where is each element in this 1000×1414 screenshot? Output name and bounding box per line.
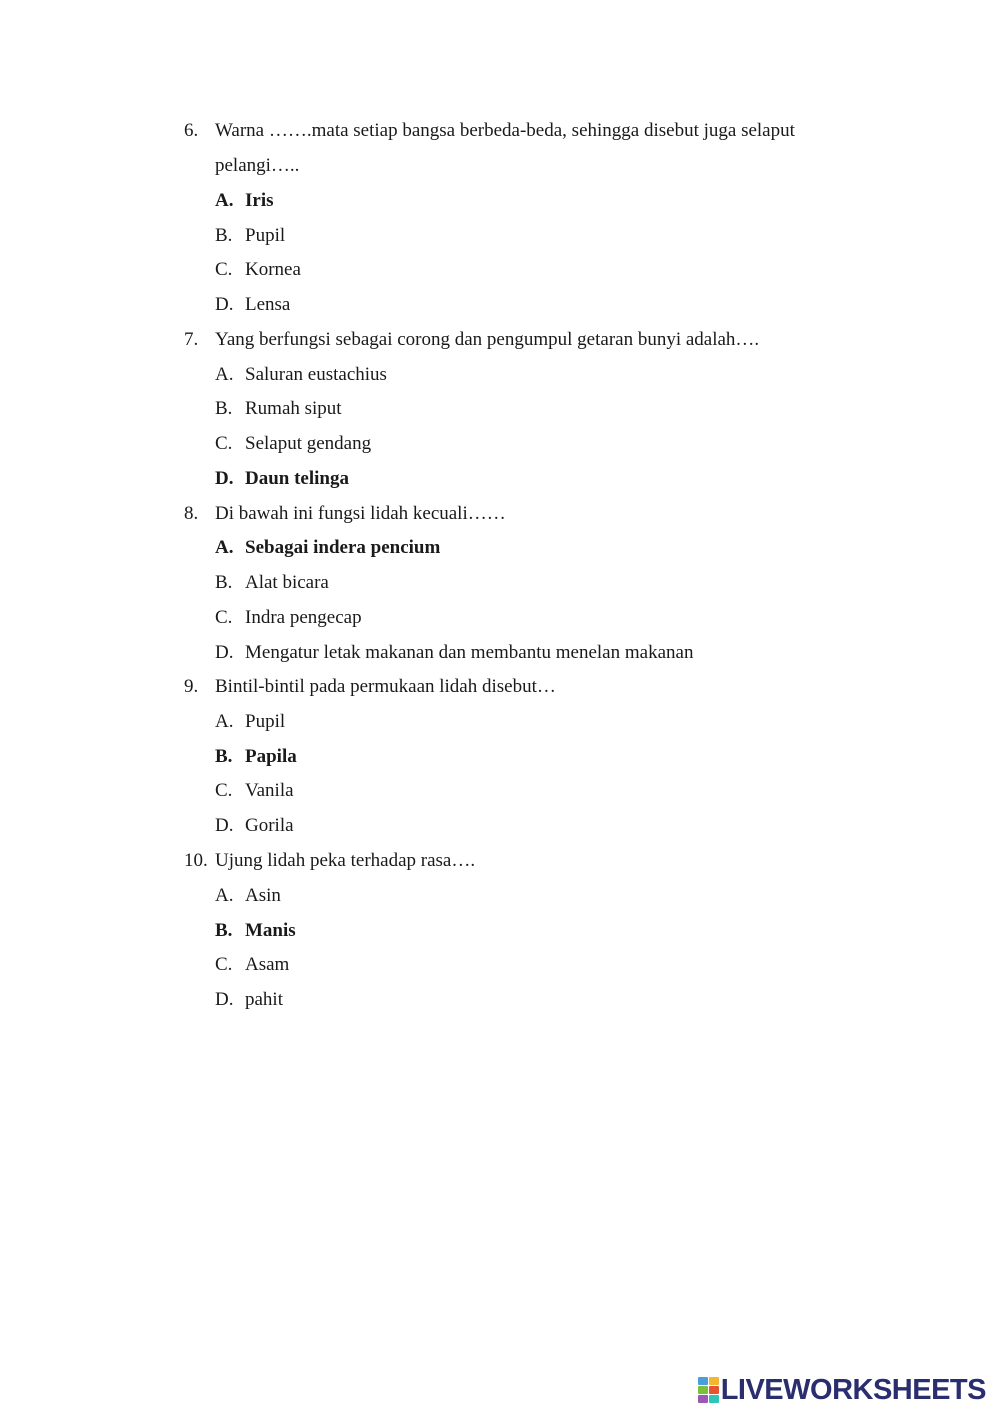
option-text: Iris (245, 190, 274, 211)
logo-tile (709, 1395, 719, 1403)
question-6-option-c[interactable] (215, 252, 301, 287)
question-number: 9. (184, 676, 199, 697)
question-10-option-b[interactable] (215, 913, 296, 948)
question-text: Yang berfungsi sebagai corong dan pengumpul getaran bunyi adalah…. (215, 329, 760, 350)
question-8-option-d[interactable] (215, 635, 693, 670)
option-text: Kornea (245, 259, 301, 280)
option-letter: C. (215, 433, 233, 454)
option-text: Asin (245, 885, 281, 906)
question-10-option-a[interactable] (215, 878, 281, 913)
option-letter: B. (215, 398, 233, 419)
option-letter: D. (215, 989, 234, 1010)
question-10-option-c[interactable] (215, 947, 289, 982)
logo-tile (698, 1386, 708, 1394)
question-text: Bintil-bintil pada permukaan lidah disebut… (215, 676, 556, 697)
logo-tile (709, 1377, 719, 1385)
question-6-option-a[interactable] (215, 183, 274, 218)
question-9-option-b[interactable] (215, 739, 297, 774)
option-letter: B. (215, 746, 233, 767)
option-letter: A. (215, 711, 234, 732)
question-text: Ujung lidah peka terhadap rasa…. (215, 850, 476, 871)
question-7-option-c[interactable] (215, 426, 371, 461)
option-letter: C. (215, 780, 233, 801)
option-letter: B. (215, 920, 233, 941)
question-9-option-d[interactable] (215, 808, 294, 843)
option-letter: B. (215, 225, 233, 246)
option-letter: D. (215, 294, 234, 315)
option-text: Manis (245, 920, 296, 941)
option-text: Vanila (245, 780, 294, 801)
question-number: 10. (184, 850, 208, 871)
option-letter: A. (215, 190, 234, 211)
question-9 (184, 669, 844, 704)
question-8-option-a[interactable] (215, 530, 440, 565)
question-number: 7. (184, 329, 199, 350)
option-letter: D. (215, 468, 234, 489)
option-text: Rumah siput (245, 398, 342, 419)
option-letter: A. (215, 885, 234, 906)
question-number: 8. (184, 503, 199, 524)
option-letter: C. (215, 607, 233, 628)
option-letter: B. (215, 572, 233, 593)
question-6 (184, 113, 844, 183)
option-text: Saluran eustachius (245, 364, 387, 385)
option-text: Selaput gendang (245, 433, 372, 454)
option-text: Gorila (245, 815, 294, 836)
question-text: Di bawah ini fungsi lidah kecuali…… (215, 503, 506, 524)
option-letter: D. (215, 815, 234, 836)
option-text: Pupil (245, 711, 286, 732)
question-9-option-a[interactable] (215, 704, 285, 739)
option-text: Daun telinga (245, 468, 349, 489)
question-8 (184, 496, 844, 531)
question-7-option-d[interactable] (215, 461, 349, 496)
option-text: Indra pengecap (245, 607, 362, 628)
question-number: 6. (184, 120, 199, 141)
brand-name: LIVEWORKSHEETS (720, 1373, 986, 1406)
logo-tile (709, 1386, 719, 1394)
question-6-option-d[interactable] (215, 287, 290, 322)
option-text: Lensa (245, 294, 291, 315)
option-text: pahit (245, 989, 283, 1010)
option-text: Papila (245, 746, 297, 767)
question-8-option-c[interactable] (215, 600, 362, 635)
liveworksheets-brand[interactable] (698, 1372, 986, 1408)
question-10-option-d[interactable] (215, 982, 283, 1017)
option-letter: C. (215, 259, 233, 280)
option-letter: A. (215, 537, 234, 558)
logo-tile (698, 1395, 708, 1403)
option-text: Pupil (245, 225, 286, 246)
option-text: Asam (245, 954, 290, 975)
question-7 (184, 322, 844, 357)
liveworksheets-logo-icon (698, 1377, 718, 1403)
question-text: Warna …….mata setiap bangsa berbeda-beda, sehingga disebut juga selaput pelangi….. (215, 120, 795, 176)
question-7-option-a[interactable] (215, 357, 387, 392)
option-text: Alat bicara (245, 572, 329, 593)
question-9-option-c[interactable] (215, 773, 294, 808)
question-8-option-b[interactable] (215, 565, 329, 600)
option-letter: A. (215, 364, 234, 385)
question-7-option-b[interactable] (215, 391, 342, 426)
option-letter: D. (215, 642, 234, 663)
option-text: Sebagai indera pencium (245, 537, 441, 558)
question-10 (184, 843, 844, 878)
option-text: Mengatur letak makanan dan membantu menelan makanan (245, 642, 694, 663)
option-letter: C. (215, 954, 233, 975)
question-6-option-b[interactable] (215, 218, 285, 253)
logo-tile (698, 1377, 708, 1385)
